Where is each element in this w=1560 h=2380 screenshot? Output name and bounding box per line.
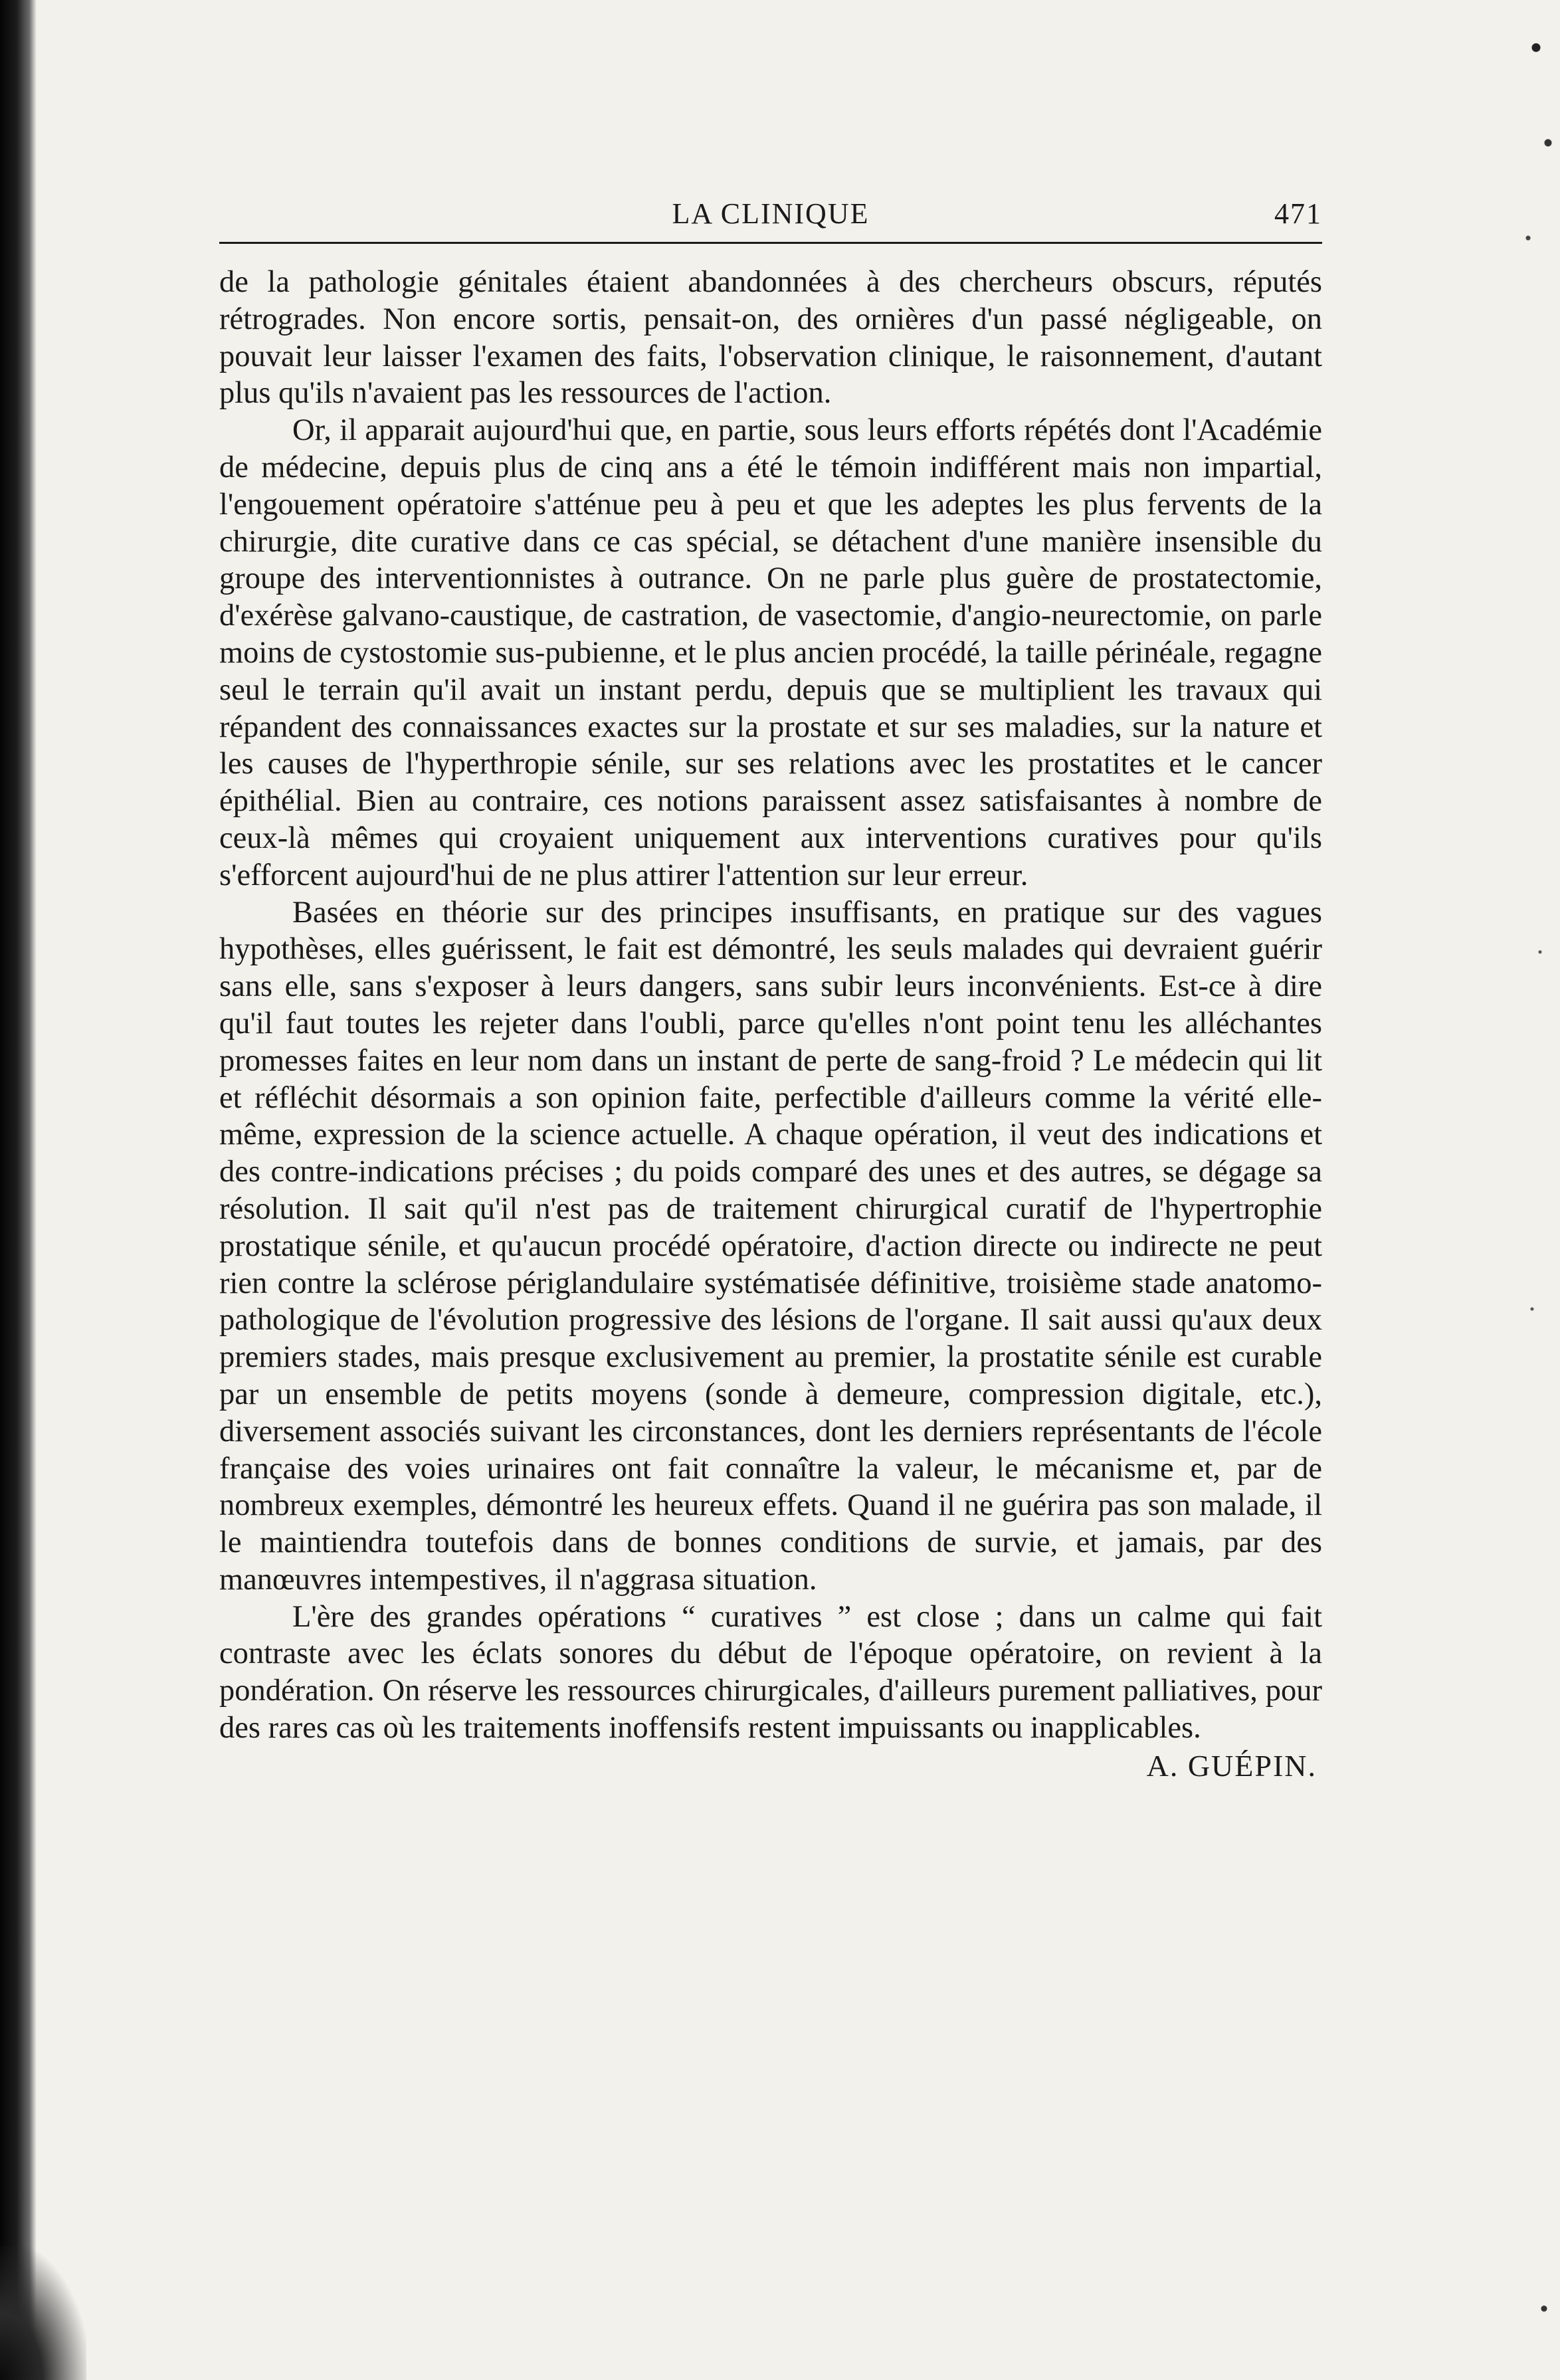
author-signature: A. GUÉPIN.: [1146, 1748, 1317, 1783]
paragraph: Basées en théorie sur des principes insuffisants, en pratique sur des vagues hypothèses, elles guérissent, le fait est démontré, les seuls malades qui devraient guérir sans elle, sans s'exposer à leurs dangers, sans subir leurs inconvénients. Est-ce à dire qu'il faut toutes les rejeter dans l'oubli, parce qu'elles n'ont point tenu les alléchantes promesses faites en leur nom dans un instant de perte de sang-froid ? Le médecin qui lit et réfléchit désormais a son opinion faite, perfectible d'ailleurs comme la vérité elle-même, expression de la science actuelle. A chaque opération, il veut des indications et des contre-indications précises ; du poids comparé des unes et des autres, se dégage sa résolution. Il sait qu'il n'est pas de traitement chirurgical curatif de l'hypertrophie prostatique sénile, et qu'aucun procédé opératoire, d'action directe ou indirecte ne peut rien contre la sclérose périglandulaire systématisée définitive, troisième stade anatomo-pathologique de l'évolution progressive des lésions de l'organe. Il sait aussi qu'aux deux premiers stades, mais presque exclusivement au premier, la prostatite sénile est curable par un ensemble de petits moyens (sonde à demeure, compression digitale, etc.), diversement associés suivant les circonstances, dont les derniers représentants de l'école française des voies urinaires ont fait connaître la valeur, le mécanisme et, par de nombreux exemples, démontré les heureux effets. Quand il ne guérira pas son malade, il le maintiendra toutefois dans de bonnes conditions de survie, et jamais, par des manœuvres intempestives, il n'aggrasa situation.: [219, 895, 1322, 1597]
book-page: [219, 193, 1322, 1783]
running-head: [219, 193, 1322, 239]
binding-shadow: [0, 0, 37, 2380]
page-number: 471: [1274, 197, 1322, 230]
running-title: LA CLINIQUE: [672, 197, 870, 230]
paragraph: L'ère des grandes opérations “ curatives ” est close ; dans un calme qui fait contraste avec les éclats sonores du début de l'époque opératoire, on revient à la pondération. On réserve les ressources chirurgicales, d'ailleurs purement palliatives, pour des rares cas où les traitements inoffensifs restent impuissants ou inapplicables.: [219, 1599, 1322, 1745]
page-edge-specks: [1480, 0, 1560, 2380]
paragraph: Or, il apparait aujourd'hui que, en partie, sous leurs efforts répétés dont l'Académie de médecine, depuis plus de cinq ans a été le témoin indifférent mais non impartial, l'engouement opératoire s'atténue peu à peu et que les adeptes les plus fervents de la chirurgie, dite curative dans ce cas spécial, se détachent d'une manière insensible du groupe des interventionnistes à outrance. On ne parle plus guère de prostatectomie, d'exérèse galvano-caustique, de castration, de vasectomie, d'angio-neurectomie, on parle moins de cystostomie sus-pubienne, et le plus ancien procédé, la taille périnéale, regagne seul le terrain qu'il avait un instant perdu, depuis que se multiplient les travaux qui répandent des connaissances exactes sur la prostate et sur ses maladies, sur la nature et les causes de l'hyperthropie sénile, sur ses relations avec les prostatites et le cancer épithélial. Bien au contraire, ces notions paraissent assez satisfaisantes à nombre de ceux-là mêmes qui croyaient uniquement aux interventions curatives pour qu'ils s'efforcent aujourd'hui de ne plus attirer l'attention sur leur erreur.: [219, 413, 1322, 892]
paragraph-continuation: de la pathologie génitales étaient abandonnées à des chercheurs obscurs, réputés rétrogrades. Non encore sortis, pensait-on, des ornières d'un passé négligeable, on pouvait leur laisser l'examen des faits, l'observation clinique, le raisonnement, d'autant plus qu'ils n'avaient pas les ressources de l'action.: [219, 265, 1322, 411]
article-body: [219, 264, 1322, 1747]
binding-shadow-corner: [0, 2246, 86, 2380]
header-rule: [219, 242, 1322, 244]
